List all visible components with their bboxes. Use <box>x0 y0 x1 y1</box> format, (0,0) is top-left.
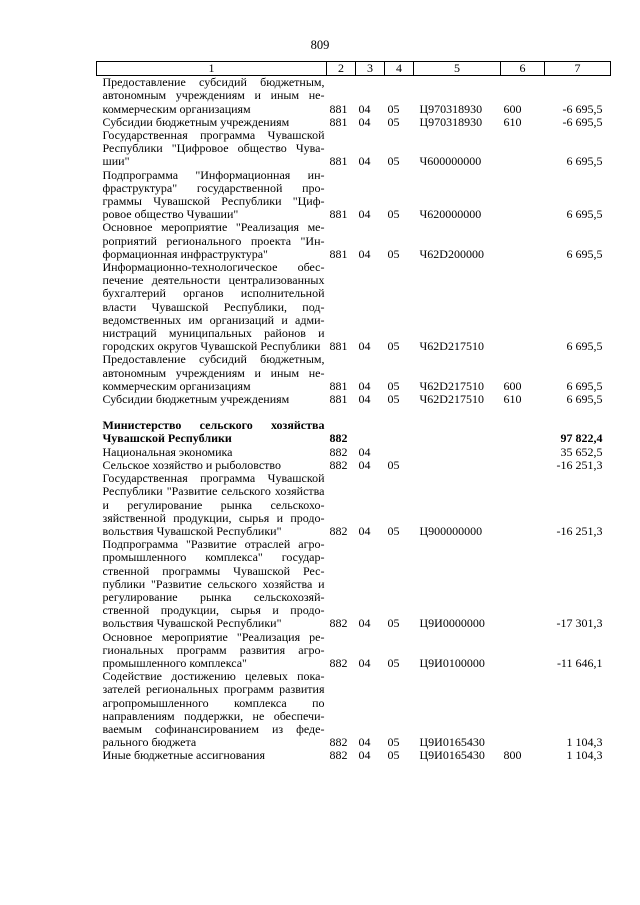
row-section-code: 04 <box>358 378 371 393</box>
row-name: Субсидии бюджетным учреждениям <box>102 114 290 129</box>
row-amount: -11 646,1 <box>556 655 603 670</box>
row-amount: -16 251,3 <box>556 523 603 538</box>
row-expense-type <box>501 538 545 630</box>
row-subsection-code: 05 <box>387 735 400 750</box>
row-name: Национальная экономика <box>102 444 233 459</box>
row-expense-type <box>501 221 545 261</box>
table-row <box>97 446 611 459</box>
row-name: Государственная программа Чувашской Республики "Цифровое общество Чувашии" <box>102 128 325 169</box>
table-row <box>97 670 611 749</box>
row-amount: 1 104,3 <box>566 748 603 763</box>
row-ved-code: 881 <box>329 378 348 393</box>
row-target-article: Ц9И0100000 <box>419 655 485 670</box>
row-name: Содействие достижению целевых показателей региональных программ развития агропромышленного комплекса по направлениям поддержки, не обеспечиваемым софинансированием из федерального бюджета <box>102 669 325 750</box>
row-target-article: Ц9И0165430 <box>419 735 485 750</box>
row-ved-code: 882 <box>329 748 348 763</box>
table-row <box>97 261 611 353</box>
row-expense-type: 600 <box>503 101 522 116</box>
row-expense-type <box>501 631 545 671</box>
row-name: Основное мероприятие "Реализация региональных программ развития агропромышленного комплекса" <box>102 629 325 670</box>
row-section-code: 04 <box>358 114 371 129</box>
row-name: Информационно-технологическое обеспечение деятельности централизованных бухгалтерий органов исполнительной власти Чувашской Республики, подведомственных им организаций и администраций муниципальных районов и городских округов Чувашской Республики <box>102 260 325 354</box>
table-row <box>97 129 611 169</box>
table-body <box>97 76 611 763</box>
row-subsection-code: 05 <box>387 101 400 116</box>
row-expense-type <box>501 169 545 222</box>
row-target-article: Ч62D200000 <box>419 246 484 261</box>
row-amount: 35 652,5 <box>560 444 603 459</box>
row-target-article: Ч600000000 <box>419 154 482 169</box>
page-number: 809 <box>310 38 330 52</box>
row-name: Подпрограмма "Развитие отраслей агропромышленного комплекса" государственной программы Чувашской Республики "Развитие сельского хозяйства и регулирование рынка сельскохозяйственной продукции, сырья и продовольствия Чувашской Республики" <box>102 537 325 631</box>
row-name: Министерство сельского хозяйства Чувашской Республики <box>102 418 325 446</box>
table-row <box>97 538 611 630</box>
header-col-5: 5 <box>414 62 501 76</box>
row-name: Государственная программа Чувашской Республики "Развитие сельского хозяйства и регулирование рынка сельскохозяйственной продукции, сырья и продовольствия Чувашской Республики" <box>102 471 325 538</box>
row-amount: 6 695,5 <box>566 207 603 222</box>
row-amount: 6 695,5 <box>566 246 603 261</box>
header-col-7: 7 <box>545 62 611 76</box>
row-expense-type: 610 <box>503 114 522 129</box>
header-col-2: 2 <box>327 62 356 76</box>
row-subsection-code: 05 <box>387 523 400 538</box>
row-target-article: Ц9И0165430 <box>419 748 485 763</box>
row-amount: -6 695,5 <box>562 101 603 116</box>
row-name: Иные бюджетные ассигнования <box>102 748 265 763</box>
row-subsection-code: 05 <box>387 378 400 393</box>
row-ved-code: 882 <box>329 431 348 446</box>
row-amount: 6 695,5 <box>566 154 603 169</box>
table-row <box>97 221 611 261</box>
table-row <box>97 353 611 393</box>
row-ved-code: 881 <box>329 114 348 129</box>
row-amount: -17 301,3 <box>556 616 603 631</box>
row-name: Сельское хозяйство и рыболовство <box>102 457 282 472</box>
row-ved-code: 882 <box>329 735 348 750</box>
row-name: Предоставление субсидий бюджетным, автономным учреждениям и иным некоммерческим организациям <box>102 75 325 116</box>
row-ved-code: 882 <box>329 616 348 631</box>
row-name: Основное мероприятие "Реализация мероприятий регионального проекта "Информационная инфраструктура" <box>102 220 325 261</box>
row-subsection-code: 05 <box>387 748 400 763</box>
row-ved-code: 882 <box>329 444 348 459</box>
row-amount: 6 695,5 <box>566 339 603 354</box>
row-amount: 6 695,5 <box>566 378 603 393</box>
row-subsection-code <box>385 419 414 445</box>
row-section-code: 04 <box>358 246 371 261</box>
row-section-code <box>356 419 385 445</box>
row-expense-type <box>501 670 545 749</box>
row-target-article <box>414 419 501 445</box>
row-name: Предоставление субсидий бюджетным, автономным учреждениям и иным некоммерческим организациям <box>102 352 325 393</box>
row-expense-type: 600 <box>503 378 522 393</box>
row-section-code: 04 <box>358 616 371 631</box>
row-section-code: 04 <box>358 154 371 169</box>
row-ved-code: 881 <box>329 246 348 261</box>
header-col-1: 1 <box>97 62 327 76</box>
row-ved-code: 882 <box>329 457 348 472</box>
row-section-code: 04 <box>358 523 371 538</box>
row-target-article <box>414 446 501 459</box>
row-subsection-code: 05 <box>387 392 400 407</box>
row-section-code: 04 <box>358 101 371 116</box>
row-subsection-code: 05 <box>387 457 400 472</box>
row-subsection-code: 05 <box>387 114 400 129</box>
row-subsection-code: 05 <box>387 207 400 222</box>
budget-table <box>96 61 611 763</box>
row-ved-code: 881 <box>329 154 348 169</box>
row-expense-type <box>501 472 545 538</box>
row-section-code: 04 <box>358 207 371 222</box>
row-target-article: Ц9И0000000 <box>419 616 485 631</box>
row-amount: 6 695,5 <box>566 392 603 407</box>
row-subsection-code: 05 <box>387 616 400 631</box>
row-ved-code: 881 <box>329 392 348 407</box>
row-ved-code: 882 <box>329 523 348 538</box>
row-target-article: Ч62D217510 <box>419 378 484 393</box>
row-section-code: 04 <box>358 735 371 750</box>
row-target-article: Ч620000000 <box>419 207 482 222</box>
row-subsection-code: 05 <box>387 154 400 169</box>
row-ved-code: 881 <box>329 207 348 222</box>
row-expense-type: 610 <box>503 392 522 407</box>
row-section-code: 04 <box>358 748 371 763</box>
row-ved-code: 881 <box>329 339 348 354</box>
row-expense-type <box>501 419 545 445</box>
row-expense-type <box>501 459 545 472</box>
row-target-article: Ц970318930 <box>419 101 483 116</box>
table-row <box>97 76 611 116</box>
row-amount: -16 251,3 <box>556 457 603 472</box>
row-amount: -6 695,5 <box>562 114 603 129</box>
table-row <box>97 393 611 406</box>
row-section-code: 04 <box>358 392 371 407</box>
row-section-code: 04 <box>358 457 371 472</box>
row-target-article: Ч62D217510 <box>419 392 484 407</box>
row-target-article: Ц900000000 <box>419 523 483 538</box>
header-col-4: 4 <box>385 62 414 76</box>
row-subsection-code <box>385 446 414 459</box>
row-ved-code: 881 <box>329 101 348 116</box>
row-expense-type <box>501 129 545 169</box>
row-section-code: 04 <box>358 339 371 354</box>
row-expense-type: 800 <box>503 748 522 763</box>
table-row <box>97 169 611 222</box>
row-name: Подпрограмма "Информационная инфраструктура" государственной программы Чувашской Республики "Цифровое общество Чувашии" <box>102 167 325 222</box>
row-subsection-code: 05 <box>387 339 400 354</box>
row-name: Субсидии бюджетным учреждениям <box>102 392 290 407</box>
row-subsection-code: 05 <box>387 655 400 670</box>
row-section-code: 04 <box>358 655 371 670</box>
row-target-article <box>414 459 501 472</box>
table-row <box>97 749 611 762</box>
header-col-6: 6 <box>501 62 545 76</box>
row-subsection-code: 05 <box>387 246 400 261</box>
row-section-code: 04 <box>358 444 371 459</box>
header-col-3: 3 <box>356 62 385 76</box>
table-row <box>97 419 611 445</box>
row-target-article: Ц970318930 <box>419 114 483 129</box>
row-expense-type <box>501 261 545 353</box>
table-row <box>97 472 611 538</box>
row-amount: 1 104,3 <box>566 735 603 750</box>
table-header-row <box>97 62 611 76</box>
row-ved-code: 882 <box>329 655 348 670</box>
table-row <box>97 631 611 671</box>
row-expense-type <box>501 446 545 459</box>
row-amount: 97 822,4 <box>560 431 603 446</box>
row-target-article: Ч62D217510 <box>419 339 484 354</box>
